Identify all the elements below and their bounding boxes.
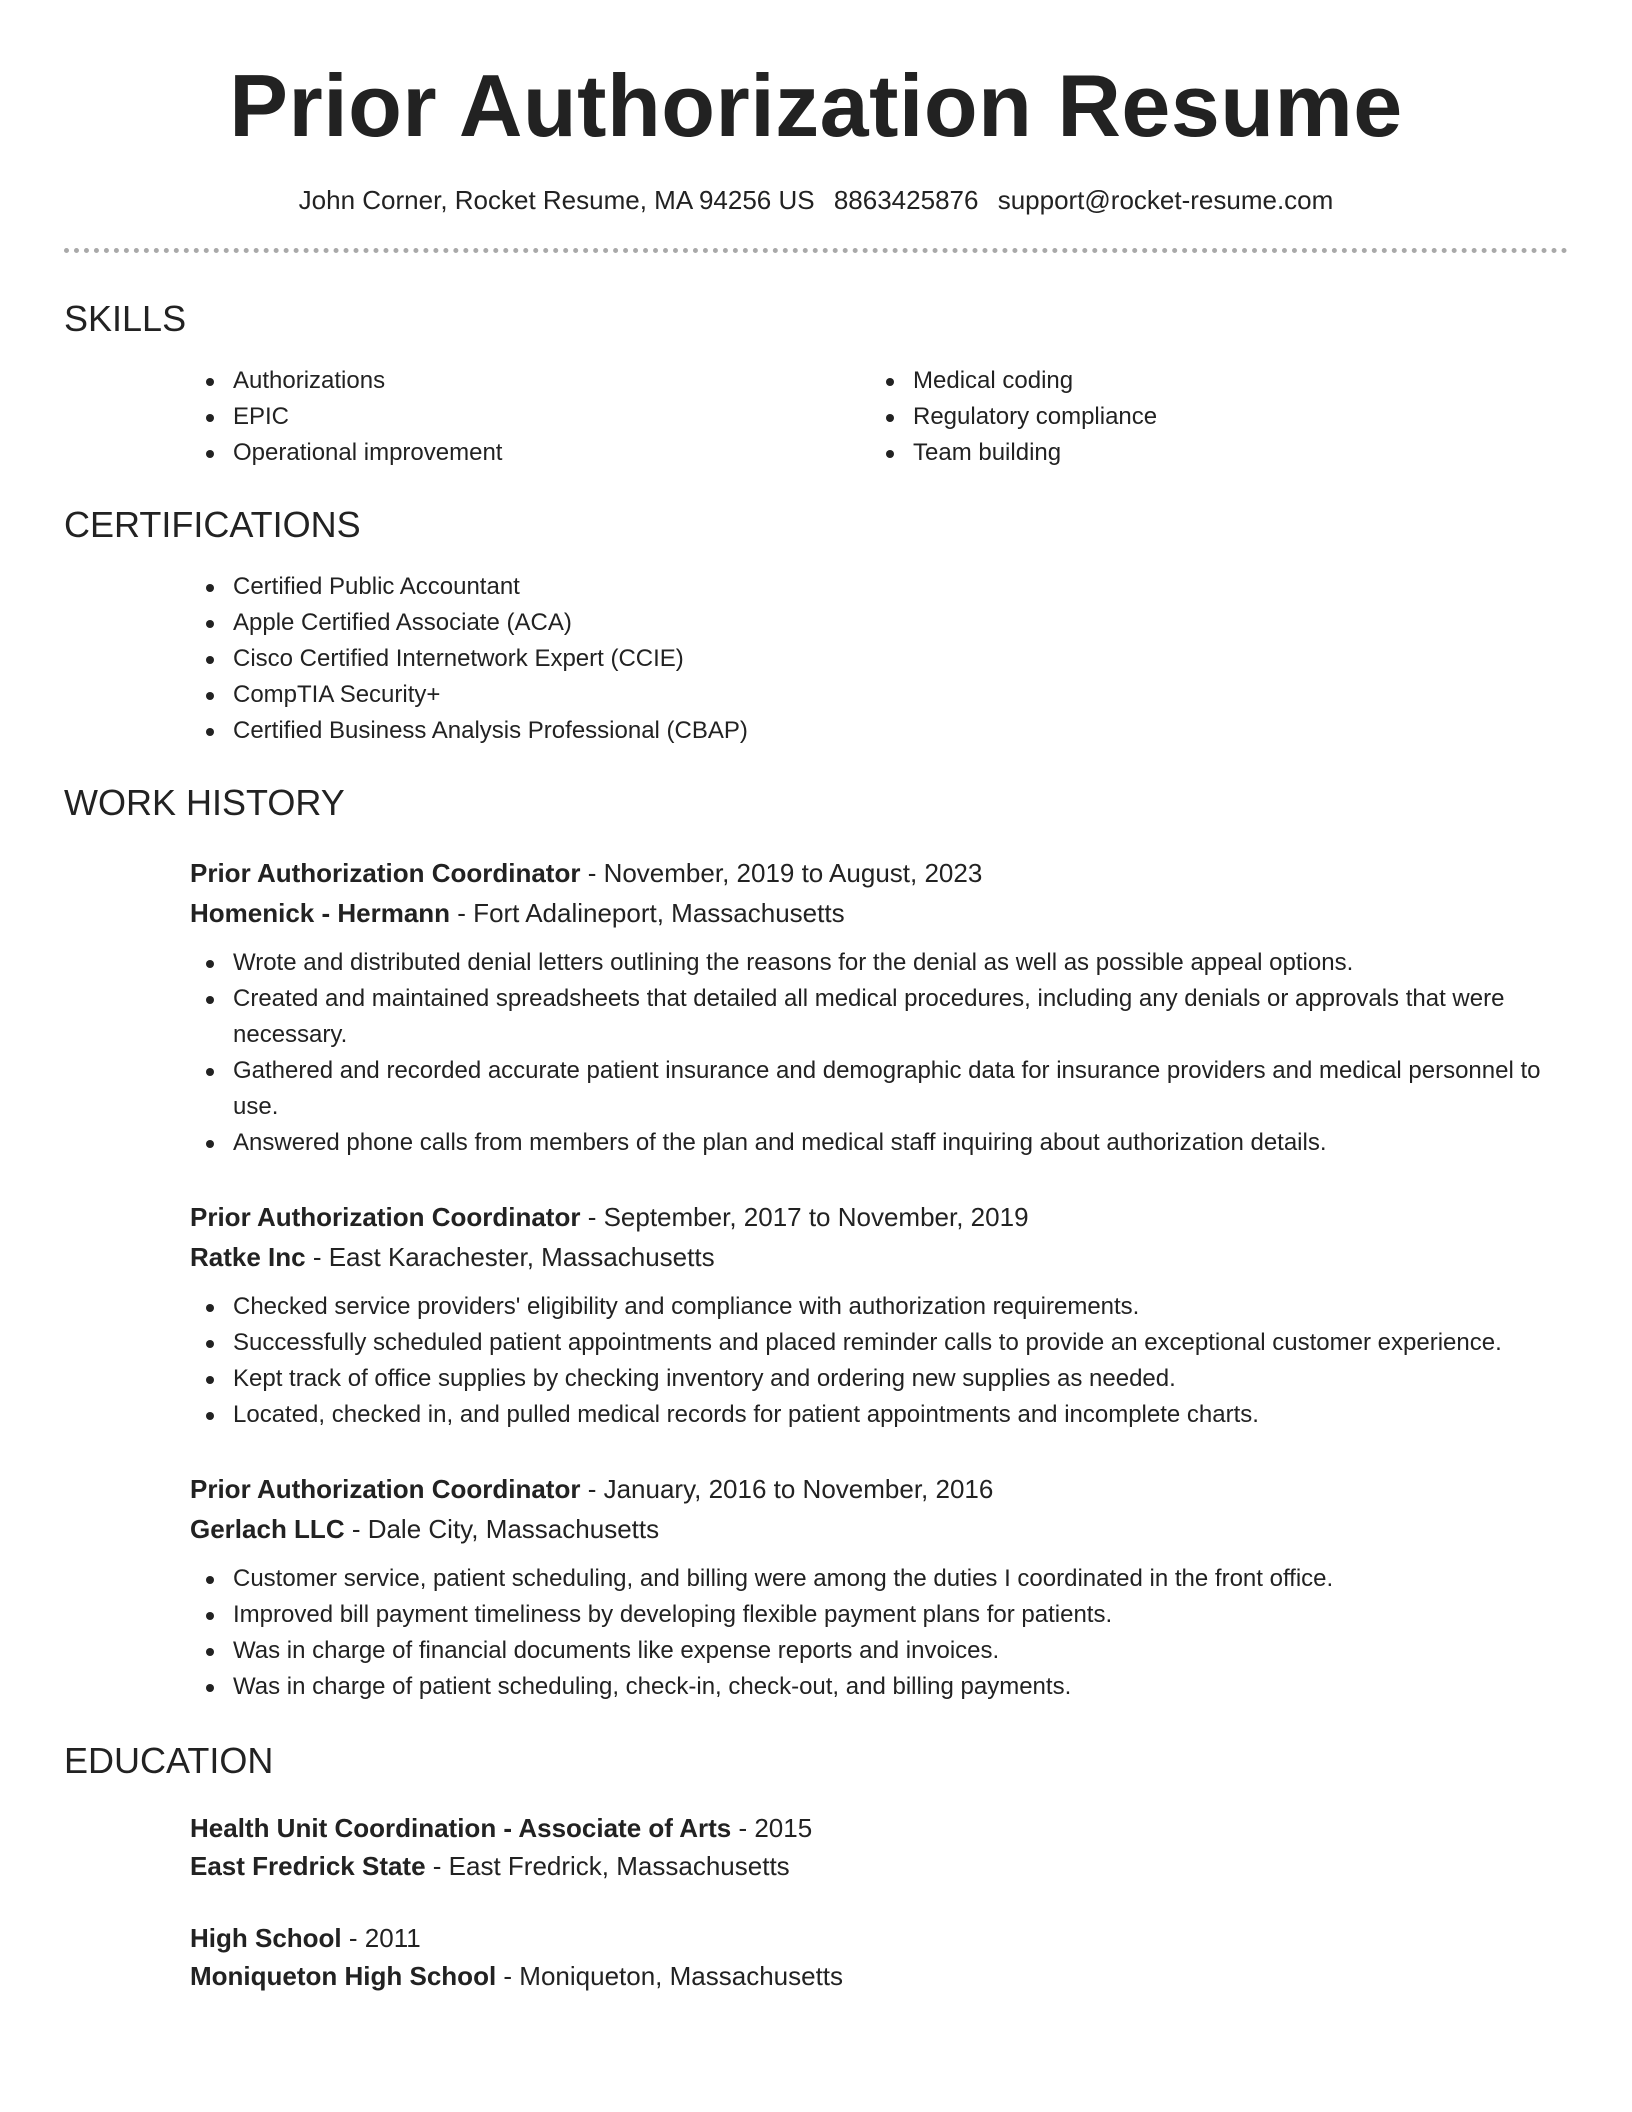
job-dates: - September, 2017 to November, 2019 bbox=[580, 1202, 1029, 1232]
job-bullet: Was in charge of financial documents like expense reports and invoices. bbox=[64, 1633, 1568, 1669]
skill-item: Team building bbox=[744, 435, 1424, 471]
certification-item: Certified Public Accountant bbox=[64, 569, 1568, 605]
job-title: Prior Authorization Coordinator bbox=[190, 1202, 581, 1232]
job-bullet: Kept track of office supplies by checking inventory and ordering new supplies as needed. bbox=[64, 1361, 1568, 1397]
job-bullet: Wrote and distributed denial letters outlining the reasons for the denial as well as possible appeal options. bbox=[64, 945, 1568, 981]
certification-item: CompTIA Security+ bbox=[64, 677, 1568, 713]
job-company-line bbox=[190, 893, 1568, 933]
job-company-line bbox=[190, 1237, 1568, 1277]
education-degree: Health Unit Coordination - Associate of Arts bbox=[190, 1813, 732, 1843]
education-entry bbox=[190, 1919, 1568, 1995]
skills-heading: SKILLS bbox=[64, 298, 187, 339]
skill-item: Medical coding bbox=[744, 363, 1424, 399]
skill-item: Regulatory compliance bbox=[744, 399, 1424, 435]
job-location: - Dale City, Massachusetts bbox=[344, 1514, 660, 1544]
education-degree: High School bbox=[190, 1923, 342, 1953]
certification-item: Cisco Certified Internetwork Expert (CCIE) bbox=[64, 641, 1568, 677]
certifications-heading: CERTIFICATIONS bbox=[64, 504, 361, 545]
education-school-line bbox=[190, 1847, 1568, 1885]
job-location: - East Karachester, Massachusetts bbox=[305, 1242, 715, 1272]
job-company: Homenick - Hermann bbox=[190, 898, 451, 928]
education-degree-line bbox=[190, 1809, 1568, 1847]
job-entry bbox=[190, 1469, 1568, 1705]
job-location: - Fort Adalineport, Massachusetts bbox=[450, 898, 845, 928]
job-dates: - November, 2019 to August, 2023 bbox=[580, 858, 983, 888]
work-history-heading: WORK HISTORY bbox=[64, 782, 345, 823]
job-bullet: Created and maintained spreadsheets that detailed all medical procedures, including any denials or approvals that were necessary. bbox=[64, 981, 1568, 1053]
job-bullets bbox=[64, 1561, 1568, 1705]
education-heading: EDUCATION bbox=[64, 1740, 274, 1781]
skills-list-left bbox=[64, 363, 744, 471]
job-bullet: Checked service providers' eligibility and compliance with authorization requirements. bbox=[64, 1289, 1568, 1325]
contact-phone[interactable]: 8863425876 bbox=[833, 185, 979, 215]
header-divider bbox=[64, 248, 1568, 253]
job-bullet: Located, checked in, and pulled medical records for patient appointments and incomplete charts. bbox=[64, 1397, 1568, 1433]
education-school-line bbox=[190, 1957, 1568, 1995]
education-school: East Fredrick State bbox=[190, 1851, 426, 1881]
job-company: Ratke Inc bbox=[190, 1242, 306, 1272]
job-bullet: Answered phone calls from members of the plan and medical staff inquiring about authorization details. bbox=[64, 1125, 1568, 1161]
job-entry bbox=[190, 1197, 1568, 1433]
contact-line bbox=[64, 182, 1568, 218]
job-bullet: Gathered and recorded accurate patient insurance and demographic data for insurance providers and medical personnel to use. bbox=[64, 1053, 1568, 1125]
education-school: Moniqueton High School bbox=[190, 1961, 497, 1991]
skills-column-right bbox=[744, 363, 1424, 471]
job-title-line bbox=[190, 1197, 1568, 1237]
job-title-line bbox=[190, 853, 1568, 893]
education-year: - 2011 bbox=[341, 1923, 421, 1953]
contact-email[interactable]: support@rocket-resume.com bbox=[997, 185, 1334, 215]
skills-grid bbox=[64, 363, 1568, 471]
skill-item: Authorizations bbox=[64, 363, 744, 399]
education-year: - 2015 bbox=[731, 1813, 813, 1843]
education-entry bbox=[190, 1809, 1568, 1885]
skill-item: Operational improvement bbox=[64, 435, 744, 471]
skills-column-left bbox=[64, 363, 744, 471]
resume-page bbox=[64, 0, 1568, 1995]
job-dates: - January, 2016 to November, 2016 bbox=[580, 1474, 994, 1504]
job-bullet: Customer service, patient scheduling, and billing were among the duties I coordinated in the front office. bbox=[64, 1561, 1568, 1597]
education-location: - Moniqueton, Massachusetts bbox=[496, 1961, 844, 1991]
job-bullets bbox=[64, 945, 1568, 1161]
skill-item: EPIC bbox=[64, 399, 744, 435]
education-degree-line bbox=[190, 1919, 1568, 1957]
job-title-line bbox=[190, 1469, 1568, 1509]
certification-item: Certified Business Analysis Professional (CBAP) bbox=[64, 713, 1568, 749]
job-company: Gerlach LLC bbox=[190, 1514, 345, 1544]
job-title: Prior Authorization Coordinator bbox=[190, 858, 581, 888]
job-company-line bbox=[190, 1509, 1568, 1549]
job-bullet: Improved bill payment timeliness by developing flexible payment plans for patients. bbox=[64, 1597, 1568, 1633]
job-bullet: Was in charge of patient scheduling, check-in, check-out, and billing payments. bbox=[64, 1669, 1568, 1705]
resume-title: Prior Authorization Resume bbox=[229, 56, 1403, 155]
job-title: Prior Authorization Coordinator bbox=[190, 1474, 581, 1504]
skills-list-right bbox=[744, 363, 1424, 471]
job-entry bbox=[190, 853, 1568, 1161]
certification-item: Apple Certified Associate (ACA) bbox=[64, 605, 1568, 641]
education-location: - East Fredrick, Massachusetts bbox=[425, 1851, 790, 1881]
contact-address: John Corner, Rocket Resume, MA 94256 US bbox=[298, 185, 815, 215]
job-bullets bbox=[64, 1289, 1568, 1433]
job-bullet: Successfully scheduled patient appointments and placed reminder calls to provide an exceptional customer experience. bbox=[64, 1325, 1568, 1361]
certifications-list bbox=[64, 569, 1568, 749]
